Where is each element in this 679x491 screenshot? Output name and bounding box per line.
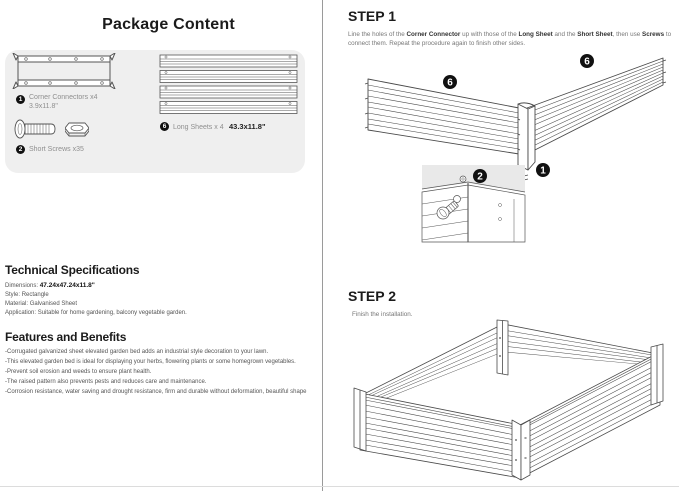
item-6-label: Long Sheets x 4	[173, 124, 224, 131]
nut-icon	[65, 121, 89, 137]
svg-text:1: 1	[540, 165, 546, 177]
step2-assembled-bed-diagram	[352, 318, 664, 484]
step2-caption: Finish the installation.	[352, 311, 413, 318]
corner-connector-icon	[12, 53, 116, 89]
step1-assembly-diagram	[350, 52, 670, 247]
feature-item: -Corrosion resistance, water saving and drought resistance, firm and durable without deformation, beautiful shape	[5, 389, 307, 395]
item-6-dims: 43.3x11.8"	[229, 122, 266, 131]
package-content-title: Package Content	[102, 16, 235, 33]
long-sheets-icon	[159, 54, 299, 116]
svg-text:6: 6	[447, 77, 453, 89]
feature-item: -Prevent soil erosion and weeds to ensure plant health.	[5, 369, 152, 375]
step1-title: STEP 1	[348, 8, 396, 24]
technical-specifications-list	[5, 281, 187, 318]
item-2-badge: 2	[16, 145, 25, 154]
feature-item: -The raised pattern also prevents pests and reduces care and maintenance.	[5, 379, 207, 385]
screw-icon	[14, 119, 56, 139]
item-1-badge: 1	[16, 95, 25, 104]
features-benefits-list	[5, 347, 307, 397]
features-benefits-title: Features and Benefits	[5, 330, 127, 344]
item-1-label: Corner Connectors x4 3.9x11.8"	[29, 94, 98, 110]
svg-text:2: 2	[477, 171, 483, 183]
spec-dimensions: Dimensions: 47.24x47.24x11.8"	[5, 282, 95, 289]
spec-application: Application: Suitable for home gardening, balcony vegetable garden.	[5, 310, 187, 316]
bottom-rule	[0, 486, 679, 487]
feature-item: -This elevated garden bed is ideal for displaying your herbs, flowering plants or some homegrown vegetables.	[5, 359, 296, 365]
step2-title: STEP 2	[348, 288, 396, 304]
technical-specifications-title: Technical Specifications	[5, 263, 140, 277]
feature-item: -Corrugated galvanized sheet elevated garden bed adds an industrial style decoration to your lawn.	[5, 349, 269, 355]
item-6-badge: 6	[160, 122, 169, 131]
package-content-panel	[5, 50, 305, 173]
column-divider	[322, 0, 323, 491]
step1-instruction: Line the holes of the Corner Connector up with those of the Long Sheet and the Short Sheet, then use Screws to connect them. Repeat the procedure again to finish other sides.	[348, 31, 672, 47]
spec-style: Style: Rectangle	[5, 292, 49, 298]
svg-text:6: 6	[584, 56, 590, 68]
item-2-label: Short Screws x35	[29, 146, 84, 153]
spec-material: Material: Galvanised Sheet	[5, 301, 78, 307]
